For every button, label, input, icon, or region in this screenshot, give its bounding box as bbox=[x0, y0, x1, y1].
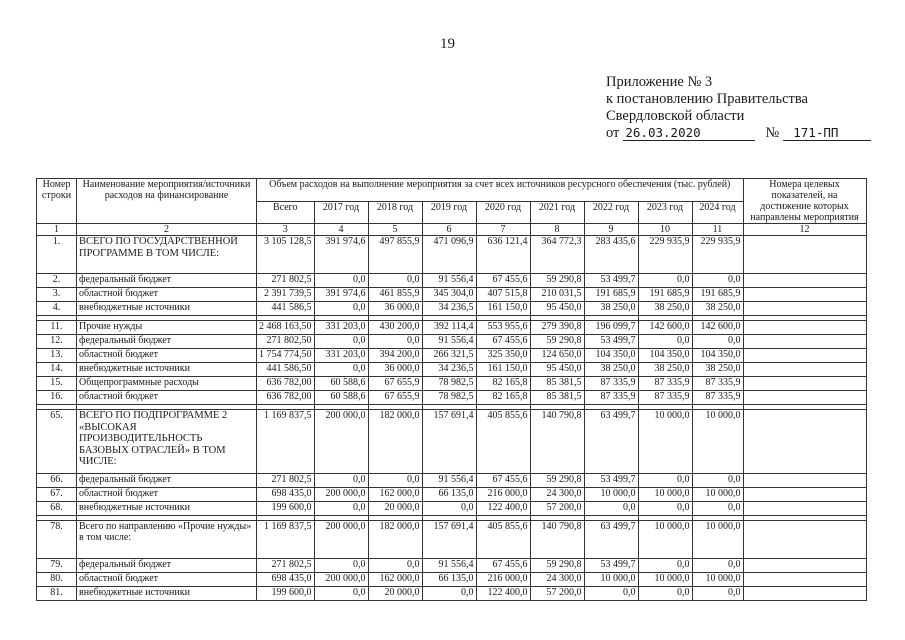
table-row bbox=[37, 559, 867, 573]
row-year-value: 10 000,0 bbox=[692, 573, 743, 587]
row-year-value: 66 135,0 bbox=[422, 573, 476, 587]
row-target-indicators bbox=[743, 587, 866, 601]
row-year-value: 191 685,9 bbox=[692, 288, 743, 302]
row-total: 698 435,0 bbox=[257, 573, 315, 587]
row-year-value: 279 390,8 bbox=[530, 321, 584, 335]
row-year-value: 36 000,0 bbox=[368, 302, 422, 316]
header-total: Всего bbox=[257, 201, 315, 224]
row-year-value: 0,0 bbox=[368, 559, 422, 573]
row-year-value: 67 455,6 bbox=[476, 559, 530, 573]
row-year-value: 63 499,7 bbox=[584, 410, 638, 474]
row-total: 441 586,5 bbox=[257, 302, 315, 316]
row-name: областной бюджет bbox=[77, 488, 257, 502]
row-target-indicators bbox=[743, 410, 866, 474]
row-year-value: 59 290,8 bbox=[530, 335, 584, 349]
row-year-value: 0,0 bbox=[692, 335, 743, 349]
row-year-value: 392 114,4 bbox=[422, 321, 476, 335]
row-number: 1. bbox=[37, 236, 77, 274]
table-row bbox=[37, 488, 867, 502]
row-year-value: 38 250,0 bbox=[584, 302, 638, 316]
row-year-value: 87 335,9 bbox=[638, 377, 692, 391]
row-year-value: 66 135,0 bbox=[422, 488, 476, 502]
row-number: 81. bbox=[37, 587, 77, 601]
table-row bbox=[37, 321, 867, 335]
row-year-value: 0,0 bbox=[638, 502, 692, 516]
row-year-value: 191 685,9 bbox=[584, 288, 638, 302]
row-target-indicators bbox=[743, 559, 866, 573]
row-year-value: 67 655,9 bbox=[368, 377, 422, 391]
row-year-value: 0,0 bbox=[314, 335, 368, 349]
column-index: 11 bbox=[692, 224, 743, 236]
row-year-value: 497 855,9 bbox=[368, 236, 422, 274]
row-name: федеральный бюджет bbox=[77, 559, 257, 573]
row-year-value: 200 000,0 bbox=[314, 521, 368, 559]
row-year-value: 394 200,0 bbox=[368, 349, 422, 363]
row-year-value: 57 200,0 bbox=[530, 587, 584, 601]
row-year-value: 0,0 bbox=[638, 335, 692, 349]
row-year-value: 391 974,6 bbox=[314, 236, 368, 274]
row-year-value: 345 304,0 bbox=[422, 288, 476, 302]
column-index: 8 bbox=[530, 224, 584, 236]
row-name: федеральный бюджет bbox=[77, 274, 257, 288]
row-year-value: 59 290,8 bbox=[530, 559, 584, 573]
appendix-date-number-line bbox=[606, 125, 871, 142]
row-year-value: 0,0 bbox=[422, 587, 476, 601]
column-index: 9 bbox=[584, 224, 638, 236]
row-year-value: 140 790,8 bbox=[530, 521, 584, 559]
row-number: 67. bbox=[37, 488, 77, 502]
row-name: внебюджетные источники bbox=[77, 302, 257, 316]
row-target-indicators bbox=[743, 349, 866, 363]
row-name: федеральный бюджет bbox=[77, 335, 257, 349]
row-year-value: 325 350,0 bbox=[476, 349, 530, 363]
row-year-value: 59 290,8 bbox=[530, 474, 584, 488]
row-target-indicators bbox=[743, 321, 866, 335]
row-name: областной бюджет bbox=[77, 391, 257, 405]
table-row bbox=[37, 410, 867, 474]
column-index: 2 bbox=[77, 224, 257, 236]
row-year-value: 266 321,5 bbox=[422, 349, 476, 363]
row-year-value: 10 000,0 bbox=[692, 521, 743, 559]
row-name: областной бюджет bbox=[77, 288, 257, 302]
row-number: 2. bbox=[37, 274, 77, 288]
row-number: 68. bbox=[37, 502, 77, 516]
row-year-value: 0,0 bbox=[314, 363, 368, 377]
row-year-value: 91 556,4 bbox=[422, 335, 476, 349]
table-row bbox=[37, 587, 867, 601]
row-number: 66. bbox=[37, 474, 77, 488]
row-year-value: 283 435,6 bbox=[584, 236, 638, 274]
row-year-value: 331 203,0 bbox=[314, 349, 368, 363]
row-year-value: 53 499,7 bbox=[584, 474, 638, 488]
row-year-value: 210 031,5 bbox=[530, 288, 584, 302]
resolution-date: 26.03.2020 bbox=[623, 125, 755, 141]
row-year-value: 60 588,6 bbox=[314, 391, 368, 405]
expenditure-table bbox=[36, 178, 867, 601]
row-year-value: 38 250,0 bbox=[638, 302, 692, 316]
row-year-value: 200 000,0 bbox=[314, 573, 368, 587]
header-year: 2023 год bbox=[638, 201, 692, 224]
row-year-value: 142 600,0 bbox=[692, 321, 743, 335]
row-name: ВСЕГО ПО ПОДПРОГРАММЕ 2 «ВЫСОКАЯ ПРОИЗВОДИТЕЛЬНОСТЬ БАЗОВЫХ ОТРАСЛЕЙ» В ТОМ ЧИСЛЕ: bbox=[77, 410, 257, 474]
row-name: внебюджетные источники bbox=[77, 587, 257, 601]
row-year-value: 67 455,6 bbox=[476, 335, 530, 349]
row-number: 13. bbox=[37, 349, 77, 363]
row-name: областной бюджет bbox=[77, 573, 257, 587]
row-year-value: 0,0 bbox=[638, 274, 692, 288]
row-name: федеральный бюджет bbox=[77, 474, 257, 488]
row-year-value: 0,0 bbox=[692, 587, 743, 601]
row-year-value: 553 955,6 bbox=[476, 321, 530, 335]
row-total: 441 586,50 bbox=[257, 363, 315, 377]
header-year: 2024 год bbox=[692, 201, 743, 224]
row-year-value: 78 982,5 bbox=[422, 377, 476, 391]
row-number: 12. bbox=[37, 335, 77, 349]
row-target-indicators bbox=[743, 302, 866, 316]
row-year-value: 471 096,9 bbox=[422, 236, 476, 274]
header-year: 2018 год bbox=[368, 201, 422, 224]
table-row bbox=[37, 391, 867, 405]
row-year-value: 10 000,0 bbox=[638, 488, 692, 502]
row-year-value: 78 982,5 bbox=[422, 391, 476, 405]
row-year-value: 636 121,4 bbox=[476, 236, 530, 274]
row-year-value: 82 165,8 bbox=[476, 377, 530, 391]
row-target-indicators bbox=[743, 474, 866, 488]
table-row bbox=[37, 274, 867, 288]
row-total: 2 468 163,50 bbox=[257, 321, 315, 335]
column-index: 7 bbox=[476, 224, 530, 236]
row-target-indicators bbox=[743, 488, 866, 502]
row-year-value: 10 000,0 bbox=[692, 488, 743, 502]
row-year-value: 24 300,0 bbox=[530, 488, 584, 502]
row-total: 636 782,00 bbox=[257, 391, 315, 405]
header-year: 2020 год bbox=[476, 201, 530, 224]
table-row bbox=[37, 363, 867, 377]
table-row bbox=[37, 288, 867, 302]
row-year-value: 67 455,6 bbox=[476, 474, 530, 488]
table-row bbox=[37, 521, 867, 559]
row-total: 1 169 837,5 bbox=[257, 521, 315, 559]
row-target-indicators bbox=[743, 502, 866, 516]
row-year-value: 53 499,7 bbox=[584, 274, 638, 288]
column-index: 5 bbox=[368, 224, 422, 236]
row-year-value: 364 772,3 bbox=[530, 236, 584, 274]
appendix-line-region: Свердловской области bbox=[606, 108, 745, 124]
row-year-value: 10 000,0 bbox=[638, 410, 692, 474]
row-year-value: 87 335,9 bbox=[638, 391, 692, 405]
row-target-indicators bbox=[743, 363, 866, 377]
row-target-indicators bbox=[743, 521, 866, 559]
row-year-value: 34 236,5 bbox=[422, 363, 476, 377]
row-year-value: 10 000,0 bbox=[638, 573, 692, 587]
row-year-value: 53 499,7 bbox=[584, 335, 638, 349]
row-total: 271 802,5 bbox=[257, 474, 315, 488]
row-year-value: 34 236,5 bbox=[422, 302, 476, 316]
row-year-value: 200 000,0 bbox=[314, 410, 368, 474]
row-number: 3. bbox=[37, 288, 77, 302]
row-target-indicators bbox=[743, 391, 866, 405]
row-total: 271 802,5 bbox=[257, 559, 315, 573]
column-index: 1 bbox=[37, 224, 77, 236]
row-year-value: 0,0 bbox=[638, 559, 692, 573]
row-year-value: 229 935,9 bbox=[638, 236, 692, 274]
row-total: 271 802,5 bbox=[257, 274, 315, 288]
row-year-value: 0,0 bbox=[638, 587, 692, 601]
row-name: Общепрограммные расходы bbox=[77, 377, 257, 391]
row-total: 199 600,0 bbox=[257, 587, 315, 601]
header-name: Наименование мероприятия/источники расходов на финансирование bbox=[77, 179, 257, 224]
row-name: областной бюджет bbox=[77, 349, 257, 363]
row-total: 271 802,50 bbox=[257, 335, 315, 349]
row-year-value: 391 974,6 bbox=[314, 288, 368, 302]
header-year: 2017 год bbox=[314, 201, 368, 224]
row-year-value: 10 000,0 bbox=[692, 410, 743, 474]
row-year-value: 0,0 bbox=[368, 335, 422, 349]
row-year-value: 461 855,9 bbox=[368, 288, 422, 302]
row-year-value: 38 250,0 bbox=[692, 363, 743, 377]
row-year-value: 57 200,0 bbox=[530, 502, 584, 516]
row-total: 3 105 128,5 bbox=[257, 236, 315, 274]
row-target-indicators bbox=[743, 274, 866, 288]
row-number: 78. bbox=[37, 521, 77, 559]
row-year-value: 182 000,0 bbox=[368, 410, 422, 474]
row-year-value: 0,0 bbox=[314, 474, 368, 488]
header-row-number: Номер строки bbox=[37, 179, 77, 224]
row-year-value: 407 515,8 bbox=[476, 288, 530, 302]
row-number: 65. bbox=[37, 410, 77, 474]
row-year-value: 87 335,9 bbox=[692, 391, 743, 405]
column-index: 4 bbox=[314, 224, 368, 236]
row-year-value: 430 200,0 bbox=[368, 321, 422, 335]
row-year-value: 91 556,4 bbox=[422, 559, 476, 573]
column-index: 6 bbox=[422, 224, 476, 236]
row-year-value: 59 290,8 bbox=[530, 274, 584, 288]
row-year-value: 196 099,7 bbox=[584, 321, 638, 335]
row-year-value: 91 556,4 bbox=[422, 274, 476, 288]
column-index: 3 bbox=[257, 224, 315, 236]
row-year-value: 24 300,0 bbox=[530, 573, 584, 587]
row-year-value: 157 691,4 bbox=[422, 521, 476, 559]
row-year-value: 140 790,8 bbox=[530, 410, 584, 474]
row-year-value: 0,0 bbox=[314, 302, 368, 316]
table-row bbox=[37, 349, 867, 363]
row-year-value: 0,0 bbox=[422, 502, 476, 516]
row-year-value: 182 000,0 bbox=[368, 521, 422, 559]
row-year-value: 122 400,0 bbox=[476, 587, 530, 601]
table-row bbox=[37, 335, 867, 349]
row-total: 1 169 837,5 bbox=[257, 410, 315, 474]
row-year-value: 104 350,0 bbox=[692, 349, 743, 363]
row-number: 11. bbox=[37, 321, 77, 335]
header-year: 2021 год bbox=[530, 201, 584, 224]
row-total: 1 754 774,50 bbox=[257, 349, 315, 363]
column-index: 12 bbox=[743, 224, 866, 236]
header-year: 2022 год bbox=[584, 201, 638, 224]
row-year-value: 10 000,0 bbox=[584, 573, 638, 587]
number-label: № bbox=[765, 125, 780, 141]
appendix-title: Приложение № 3 bbox=[606, 74, 713, 90]
row-year-value: 10 000,0 bbox=[584, 488, 638, 502]
row-year-value: 157 691,4 bbox=[422, 410, 476, 474]
row-year-value: 0,0 bbox=[368, 274, 422, 288]
table-row bbox=[37, 474, 867, 488]
row-name: Прочие нужды bbox=[77, 321, 257, 335]
row-year-value: 60 588,6 bbox=[314, 377, 368, 391]
table-row bbox=[37, 302, 867, 316]
column-index: 10 bbox=[638, 224, 692, 236]
row-year-value: 0,0 bbox=[692, 474, 743, 488]
header-row-top bbox=[37, 179, 867, 202]
row-year-value: 20 000,0 bbox=[368, 502, 422, 516]
row-year-value: 104 350,0 bbox=[584, 349, 638, 363]
row-year-value: 91 556,4 bbox=[422, 474, 476, 488]
row-target-indicators bbox=[743, 236, 866, 274]
row-target-indicators bbox=[743, 335, 866, 349]
row-total: 636 782,00 bbox=[257, 377, 315, 391]
table-row bbox=[37, 502, 867, 516]
row-year-value: 63 499,7 bbox=[584, 521, 638, 559]
row-year-value: 122 400,0 bbox=[476, 502, 530, 516]
row-name: ВСЕГО ПО ГОСУДАРСТВЕННОЙ ПРОГРАММЕ В ТОМ ЧИСЛЕ: bbox=[77, 236, 257, 274]
row-year-value: 0,0 bbox=[314, 502, 368, 516]
row-year-value: 0,0 bbox=[368, 474, 422, 488]
row-year-value: 53 499,7 bbox=[584, 559, 638, 573]
page-number: 19 bbox=[440, 36, 455, 52]
row-year-value: 0,0 bbox=[638, 474, 692, 488]
row-year-value: 87 335,9 bbox=[584, 377, 638, 391]
row-year-value: 85 381,5 bbox=[530, 391, 584, 405]
header-volume: Объем расходов на выполнение мероприятия за счет всех источников ресурсного обеспечения (тыс. рублей) bbox=[257, 179, 744, 202]
row-year-value: 0,0 bbox=[692, 559, 743, 573]
row-year-value: 95 450,0 bbox=[530, 302, 584, 316]
row-year-value: 191 685,9 bbox=[638, 288, 692, 302]
row-year-value: 229 935,9 bbox=[692, 236, 743, 274]
row-number: 15. bbox=[37, 377, 77, 391]
header-year: 2019 год bbox=[422, 201, 476, 224]
row-target-indicators bbox=[743, 288, 866, 302]
row-year-value: 0,0 bbox=[692, 502, 743, 516]
row-total: 698 435,0 bbox=[257, 488, 315, 502]
row-year-value: 124 650,0 bbox=[530, 349, 584, 363]
row-year-value: 216 000,0 bbox=[476, 573, 530, 587]
row-year-value: 67 655,9 bbox=[368, 391, 422, 405]
row-year-value: 38 250,0 bbox=[692, 302, 743, 316]
table-row bbox=[37, 236, 867, 274]
row-year-value: 0,0 bbox=[692, 274, 743, 288]
row-total: 2 391 739,5 bbox=[257, 288, 315, 302]
row-year-value: 161 150,0 bbox=[476, 363, 530, 377]
row-year-value: 10 000,0 bbox=[638, 521, 692, 559]
row-year-value: 405 855,6 bbox=[476, 521, 530, 559]
row-year-value: 142 600,0 bbox=[638, 321, 692, 335]
row-year-value: 38 250,0 bbox=[638, 363, 692, 377]
row-total: 199 600,0 bbox=[257, 502, 315, 516]
row-year-value: 67 455,6 bbox=[476, 274, 530, 288]
row-number: 14. bbox=[37, 363, 77, 377]
row-target-indicators bbox=[743, 377, 866, 391]
row-year-value: 87 335,9 bbox=[584, 391, 638, 405]
row-year-value: 38 250,0 bbox=[584, 363, 638, 377]
row-name: внебюджетные источники bbox=[77, 502, 257, 516]
row-year-value: 162 000,0 bbox=[368, 488, 422, 502]
row-year-value: 0,0 bbox=[314, 559, 368, 573]
row-number: 4. bbox=[37, 302, 77, 316]
row-year-value: 20 000,0 bbox=[368, 587, 422, 601]
row-target-indicators bbox=[743, 573, 866, 587]
row-year-value: 0,0 bbox=[314, 587, 368, 601]
row-number: 80. bbox=[37, 573, 77, 587]
row-year-value: 200 000,0 bbox=[314, 488, 368, 502]
row-year-value: 162 000,0 bbox=[368, 573, 422, 587]
row-number: 79. bbox=[37, 559, 77, 573]
table-row bbox=[37, 377, 867, 391]
appendix-line-resolution: к постановлению Правительства bbox=[606, 91, 808, 107]
row-name: Всего по направлению «Прочие нужды» в том числе: bbox=[77, 521, 257, 559]
row-year-value: 85 381,5 bbox=[530, 377, 584, 391]
table-row bbox=[37, 573, 867, 587]
row-year-value: 161 150,0 bbox=[476, 302, 530, 316]
row-year-value: 331 203,0 bbox=[314, 321, 368, 335]
row-year-value: 104 350,0 bbox=[638, 349, 692, 363]
row-year-value: 405 855,6 bbox=[476, 410, 530, 474]
row-year-value: 95 450,0 bbox=[530, 363, 584, 377]
header-target-indicators: Номера целевых показателей, на достижение которых направлены мероприятия bbox=[743, 179, 866, 224]
row-year-value: 82 165,8 bbox=[476, 391, 530, 405]
row-name: внебюджетные источники bbox=[77, 363, 257, 377]
row-year-value: 87 335,9 bbox=[692, 377, 743, 391]
row-year-value: 0,0 bbox=[584, 502, 638, 516]
row-year-value: 0,0 bbox=[584, 587, 638, 601]
appendix-header bbox=[606, 74, 871, 142]
from-label: от bbox=[606, 125, 620, 141]
column-index-row bbox=[37, 224, 867, 236]
row-number: 16. bbox=[37, 391, 77, 405]
resolution-number: 171-ПП bbox=[783, 125, 871, 141]
row-year-value: 0,0 bbox=[314, 274, 368, 288]
row-year-value: 216 000,0 bbox=[476, 488, 530, 502]
row-year-value: 36 000,0 bbox=[368, 363, 422, 377]
